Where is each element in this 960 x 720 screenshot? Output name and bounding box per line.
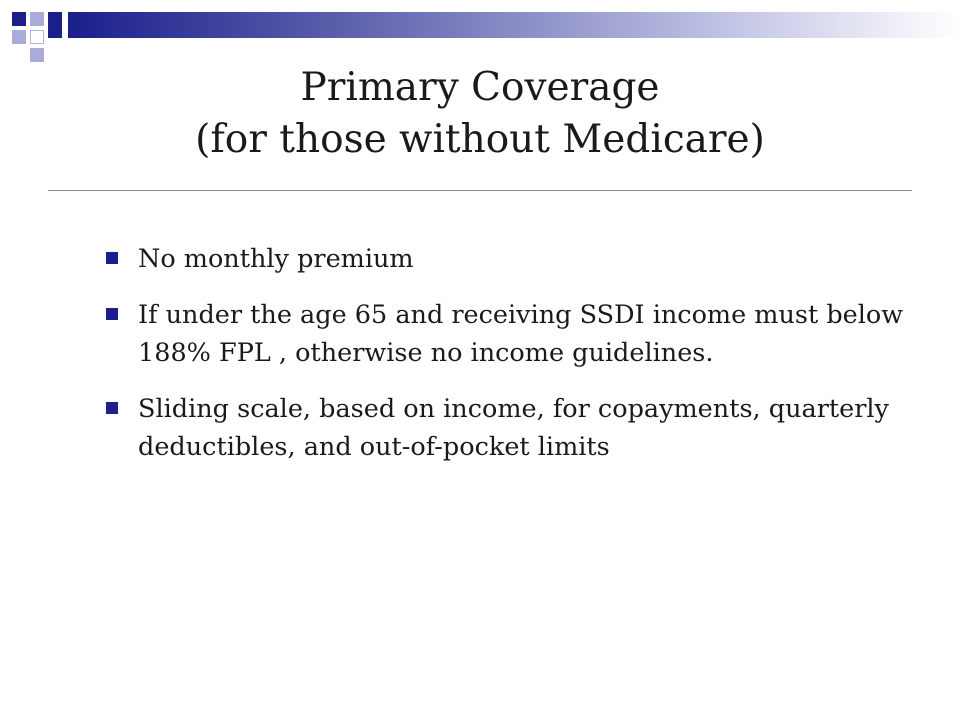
square-bullet-icon: [106, 402, 118, 414]
corner-square-decoration: [48, 12, 62, 38]
corner-square-decoration: [30, 48, 44, 62]
bullet-text: No monthly premium: [138, 244, 414, 274]
title-line-1: Primary Coverage: [300, 65, 660, 110]
title-divider: [48, 190, 912, 191]
corner-square-decoration: [12, 12, 26, 26]
title-line-2: (for those without Medicare): [195, 117, 765, 162]
square-bullet-icon: [106, 308, 118, 320]
slide-title: [48, 62, 912, 166]
square-bullet-icon: [106, 252, 118, 264]
bullet-list: [104, 240, 904, 484]
corner-square-decoration: [12, 30, 26, 44]
list-item: [104, 296, 904, 372]
list-item: [104, 240, 904, 278]
header-gradient-band: [68, 12, 960, 38]
corner-square-decoration: [30, 30, 44, 44]
list-item: [104, 390, 904, 466]
bullet-text: If under the age 65 and receiving SSDI income must below 188% FPL , otherwise no income guidelines.: [138, 300, 904, 368]
corner-square-decoration: [30, 12, 44, 26]
bullet-text: Sliding scale, based on income, for copayments, quarterly deductibles, and out-of-pocket limits: [138, 394, 889, 462]
